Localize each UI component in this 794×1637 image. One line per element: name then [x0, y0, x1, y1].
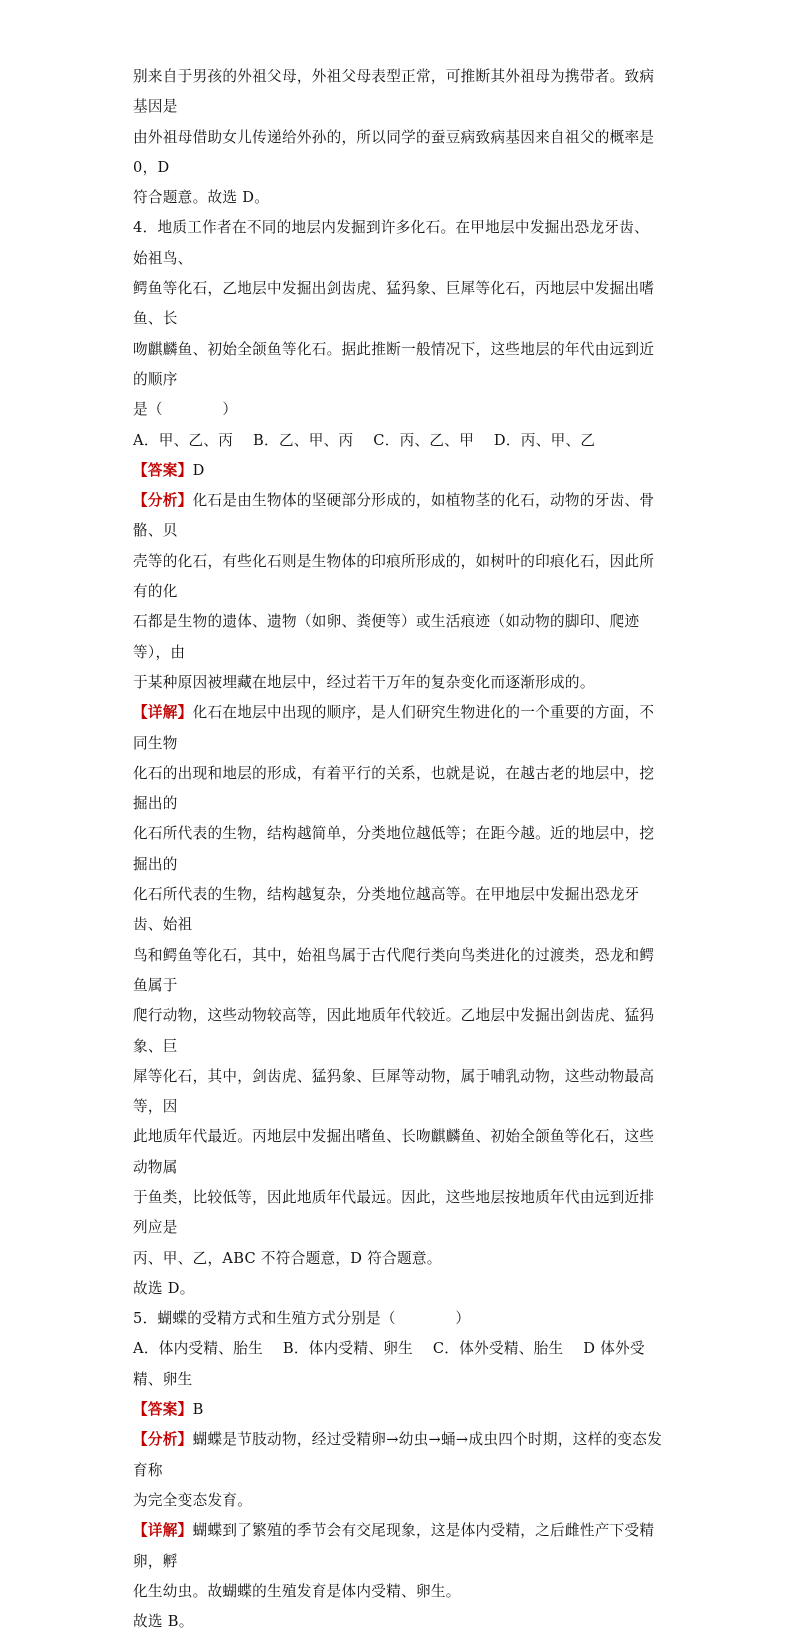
text-line: 壳等的化石，有些化石则是生物体的印痕所形成的，如树叶的印痕化石，因此所有的化 — [133, 552, 655, 601]
text-line: 此地质年代最近。丙地层中发掘出嗜鱼、长吻麒麟鱼、初始全颌鱼等化石，这些动物属 — [133, 1128, 655, 1176]
detail-tag: 【详解】 — [133, 1522, 193, 1540]
answer-tag: 【答案】 — [133, 1401, 193, 1419]
question-4-stem: 4．地质工作者在不同的地层内发掘到许多化石。在甲地层中发掘出恐龙牙齿、始祖鸟、 — [133, 219, 649, 267]
text-line: 丙、甲、乙，ABC 不符合题意，D 符合题意。 — [133, 1249, 442, 1267]
text-line: 化生幼虫。故蝴蝶的生殖发育是体内受精、卵生。 — [133, 1582, 461, 1600]
detail-line: 【详解】化石在地层中出现的顺序，是人们研究生物进化的一个重要的方面，不同生物 — [133, 704, 655, 752]
question-4-options: A．甲、乙、丙 B．乙、甲、丙 C．丙、乙、甲 D．丙、甲、乙 — [133, 431, 596, 449]
text-line: 化石所代表的生物，结构越简单，分类地位越低等；在距今越。近的地层中，挖掘出的 — [133, 825, 655, 873]
text-line: 鸟和鳄鱼等化石，其中，始祖鸟属于古代爬行类向鸟类进化的过渡类，恐龙和鳄鱼属于 — [133, 946, 655, 994]
text-line: 故选 D。 — [133, 1279, 195, 1297]
text-line: 石都是生物的遗体、遗物（如卵、粪便等）或生活痕迹（如动物的脚印、爬迹等），由 — [133, 613, 640, 661]
text-line: 是（ ） — [133, 401, 238, 419]
analysis-tag: 【分析】 — [133, 1431, 193, 1449]
text-line: 鳄鱼等化石，乙地层中发掘出剑齿虎、猛犸象、巨犀等化石，丙地层中发掘出嗜鱼、长 — [133, 280, 655, 328]
text-line: 故选 B。 — [133, 1613, 194, 1631]
text-line: 别来自于男孩的外祖父母，外祖父母表型正常，可推断其外祖母为携带者。致病基因是 — [133, 68, 655, 116]
text-line: 化石的出现和地层的形成，有着平行的关系，也就是说，在越古老的地层中，挖掘出的 — [133, 764, 655, 813]
text-line: 于某种原因被埋藏在地层中，经过若干万年的复杂变化而逐渐形成的。 — [133, 673, 595, 691]
answer-tag: 【答案】 — [133, 461, 193, 479]
analysis-line: 【分析】化石是由生物体的坚硬部分形成的，如植物茎的化石，动物的牙齿、骨骼、贝 — [133, 492, 655, 540]
text-line: 于鱼类，比较低等，因此地质年代最远。因此，这些地层按地质年代由远到近排列应是 — [133, 1188, 655, 1237]
text-line: 爬行动物，这些动物较高等，因此地质年代较近。乙地层中发掘出剑齿虎、猛犸象、巨 — [133, 1007, 655, 1055]
question-5-stem: 5．蝴蝶的受精方式和生殖方式分别是（ ） — [133, 1310, 471, 1328]
detail-line: 【详解】蝴蝶到了繁殖的季节会有交尾现象，这是体内受精，之后雌性产下受精卵，孵 — [133, 1522, 655, 1570]
text-line: 化石所代表的生物，结构越复杂，分类地位越高等。在甲地层中发掘出恐龙牙齿、始祖 — [133, 886, 640, 934]
text-line: 为完全变态发育。 — [133, 1491, 253, 1509]
analysis-tag: 【分析】 — [133, 492, 193, 510]
question-5-options: A．体内受精、胎生 B．体内受精、卵生 C．体外受精、胎生 D 体外受精、卵生 — [133, 1340, 645, 1388]
answer-line: 【答案】D — [133, 461, 205, 479]
document-page — [133, 62, 663, 1637]
text-line: 吻麒麟鱼、初始全颌鱼等化石。据此推断一般情况下，这些地层的年代由远到近的顺序 — [133, 340, 655, 388]
answer-line: 【答案】B — [133, 1401, 204, 1419]
text-line: 符合题意。故选 D。 — [133, 189, 270, 207]
detail-tag: 【详解】 — [133, 704, 193, 722]
text-line: 犀等化石，其中，剑齿虎、猛犸象、巨犀等动物，属于哺乳动物，这些动物最高等，因 — [133, 1067, 655, 1116]
analysis-line: 【分析】蝴蝶是节肢动物，经过受精卵→幼虫→蛹→成虫四个时期，这样的变态发育称 — [133, 1431, 663, 1479]
text-line: 由外祖母借助女儿传递给外孙的，所以同学的蚕豆病致病基因来自祖父的概率是 0，D — [133, 128, 655, 176]
